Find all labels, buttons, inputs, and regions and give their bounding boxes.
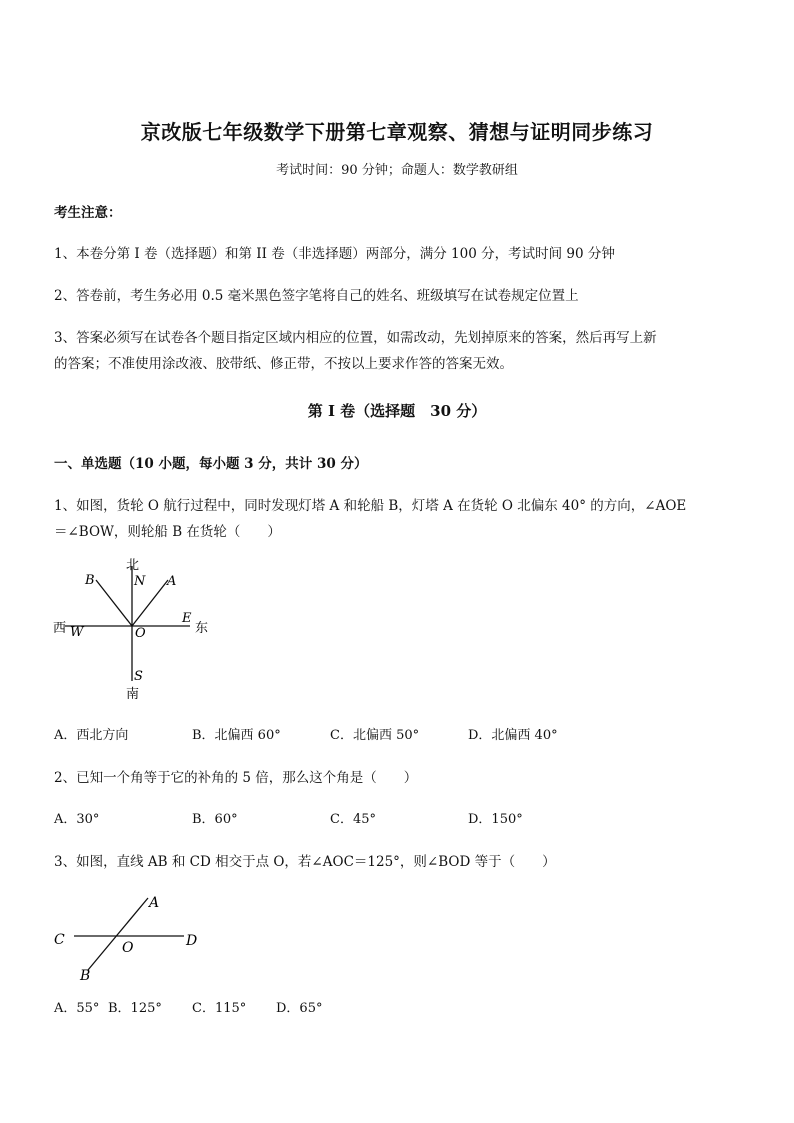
q2-stem: 2、已知一个角等于它的补角的 5 倍，那么这个角是（ ）	[54, 770, 418, 786]
q2-option-a[interactable]: A．30°	[54, 812, 100, 827]
label-E: E	[182, 611, 192, 626]
q3-option-d[interactable]: D．65°	[276, 1001, 323, 1016]
q2-option-b[interactable]: B．60°	[192, 812, 238, 827]
q1-option-b[interactable]: B．北偏西 60°	[192, 728, 281, 743]
section-title: 第 I 卷（选择题 30 分）	[307, 402, 487, 420]
label-N: N	[134, 574, 146, 589]
label-S: S	[134, 669, 143, 684]
label-B: B	[85, 573, 95, 588]
label-D: D	[186, 933, 198, 949]
q1-option-d[interactable]: D．北偏西 40°	[468, 728, 558, 743]
note-3-line2: 的答案；不准使用涂改液、胶带纸、修正带，不按以上要求作答的答案无效。	[54, 356, 513, 372]
part-heading: 一、单选题（10 小题，每小题 3 分，共计 30 分）	[54, 456, 368, 472]
label-C: C	[54, 932, 65, 948]
q3-intersecting-lines-figure	[50, 888, 210, 988]
note-3-line1: 3、答案必须写在试卷各个题目指定区域内相应的位置，如需改动，先划掉原来的答案，然后再写上新	[54, 330, 657, 346]
label-A: A	[149, 895, 160, 911]
label-north: 北	[126, 558, 140, 573]
label-W: W	[70, 625, 84, 640]
q3-stem: 3、如图，直线 AB 和 CD 相交于点 O，若∠AOC＝125°，则∠BOD 等于（ ）	[54, 854, 556, 870]
label-O: O	[122, 940, 134, 956]
label-O: O	[135, 626, 146, 641]
label-A: A	[167, 574, 177, 589]
note-2: 2、答卷前，考生务必用 0.5 毫米黑色签字笔将自己的姓名、班级填写在试卷规定位置上	[54, 288, 579, 304]
q1-stem-line1: 1、如图，货轮 O 航行过程中，同时发现灯塔 A 和轮船 B，灯塔 A 在货轮 O 北偏东 40° 的方向，∠AOE	[54, 498, 687, 514]
notes-heading: 考生注意：	[54, 205, 122, 221]
q1-compass-figure	[50, 556, 220, 704]
q2-option-d[interactable]: D．150°	[468, 812, 523, 827]
q3-option-b[interactable]: B．125°	[108, 1001, 162, 1016]
q2-option-c[interactable]: C．45°	[330, 812, 376, 827]
q1-option-a[interactable]: A．西北方向	[54, 728, 129, 743]
label-west: 西	[53, 621, 67, 636]
ray-ob	[96, 580, 132, 626]
label-east: 东	[195, 621, 209, 636]
q1-option-c[interactable]: C．北偏西 50°	[330, 728, 420, 743]
line-ab	[88, 898, 148, 970]
page-title: 京改版七年级数学下册第七章观察、猜想与证明同步练习	[140, 120, 654, 144]
exam-info: 考试时间：90 分钟；命题人：数学教研组	[276, 163, 518, 178]
note-1: 1、本卷分第 I 卷（选择题）和第 II 卷（非选择题）两部分，满分 100 分，考试时间 90 分钟	[54, 246, 615, 262]
q3-option-c[interactable]: C．115°	[192, 1001, 247, 1016]
label-south: 南	[126, 687, 140, 702]
label-B: B	[80, 968, 91, 984]
q1-stem-line2: ＝∠BOW，则轮船 B 在货轮（ ）	[54, 524, 281, 540]
q3-option-a[interactable]: A．55°	[54, 1001, 100, 1016]
